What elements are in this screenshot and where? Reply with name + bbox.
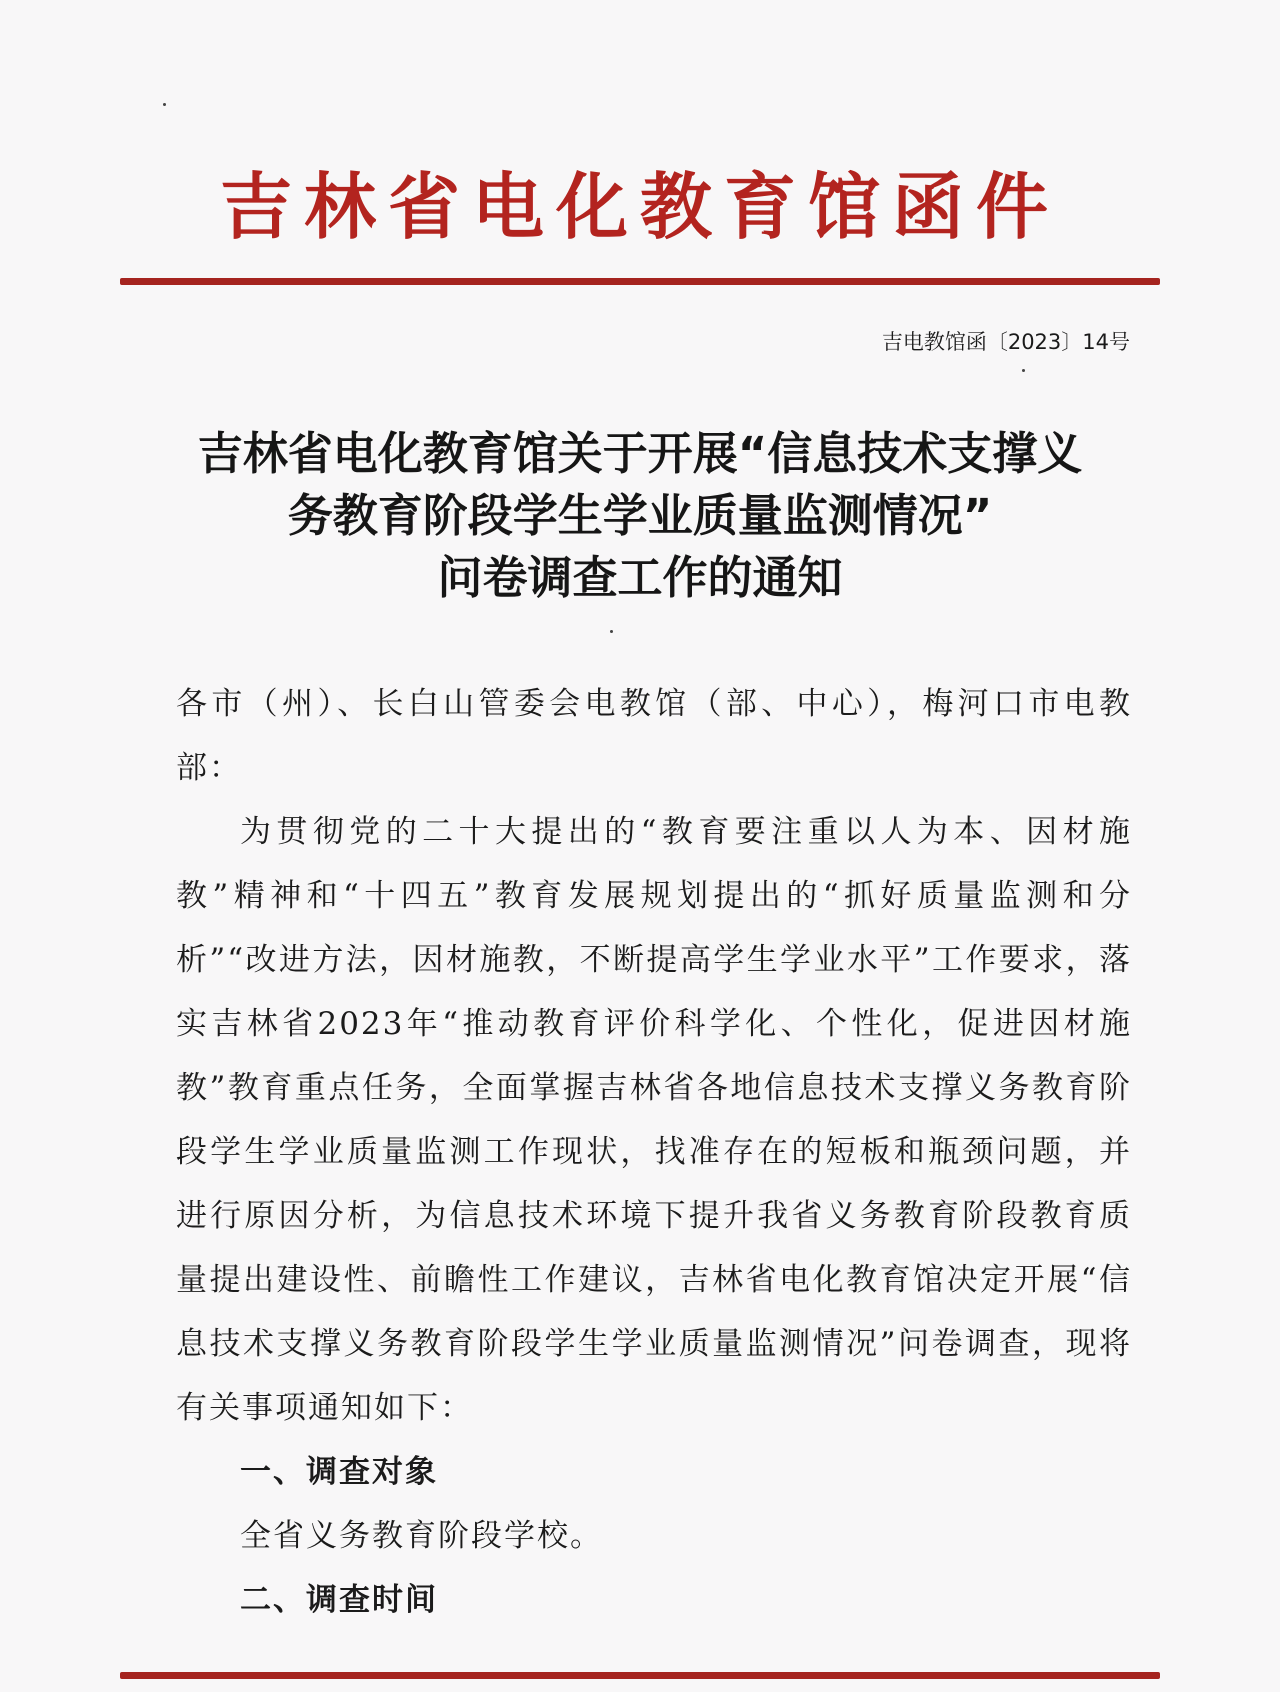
salutation: 各市（州）、长白山管委会电教馆（部、中心），梅河口市电教部： (176, 686, 1132, 786)
section-1-heading: 一、调查对象 (240, 1454, 438, 1490)
title-line-2: 务教育阶段学生学业质量监测情况” (287, 489, 993, 542)
title-line-1: 吉林省电化教育馆关于开展“信息技术支撑义 (197, 427, 1083, 480)
section-2-heading: 二、调查时间 (240, 1582, 438, 1618)
notice-title (150, 423, 1130, 609)
document-number: 吉电教馆函〔2023〕14号 (881, 330, 1130, 354)
letterhead-title: 吉林省电化教育馆函件 (219, 165, 1060, 249)
scan-speck (610, 630, 613, 633)
title-line-3: 问卷调查工作的通知 (437, 551, 843, 604)
paragraph-1: 为贯彻党的二十大提出的“教育要注重以人为本、因材施教”精神和“十四五”教育发展规划提出的“抓好质量监测和分析”“改进方法，因材施教，不断提高学生学业水平”工作要求，落实吉林省2023年“推动教育评价科学化、个性化，促进因材施教”教育重点任务，全面掌握吉林省各地信息技术支撑义务教育阶段学生学业质量监测工作现状，找准存在的短板和瓶颈问题，并进行原因分析，为信息技术环境下提升我省义务教育阶段教育质量提出建设性、前瞻性工作建议，吉林省电化教育馆决定开展“信息技术支撑义务教育阶段学生学业质量监测情况”问卷调查，现将有关事项通知如下： (176, 814, 1132, 1426)
letterhead-red-rule (120, 278, 1160, 285)
section-1-content: 全省义务教育阶段学校。 (240, 1518, 603, 1554)
notice-body (176, 672, 1132, 1632)
footer-red-rule (120, 1672, 1160, 1679)
scan-speck (163, 103, 166, 106)
scan-speck (1022, 369, 1025, 372)
